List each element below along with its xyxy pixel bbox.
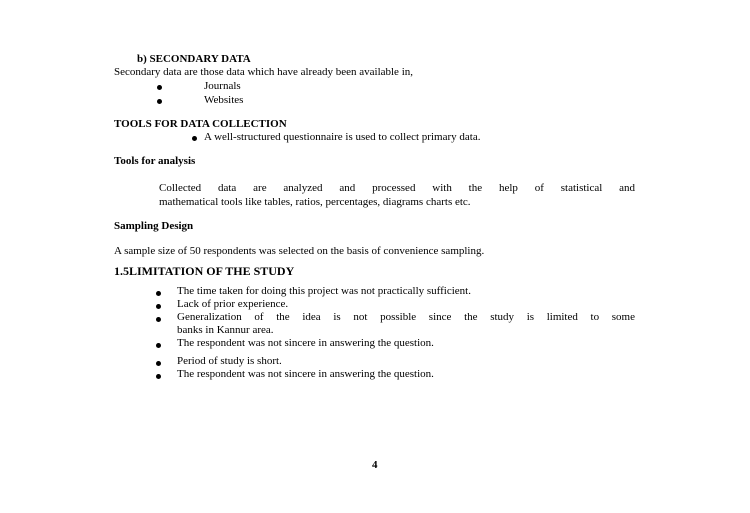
bullet-icon <box>157 99 162 104</box>
secondary-item-journals: Journals <box>204 80 241 92</box>
limitation-item: The respondent was not sincere in answering the question. <box>177 337 434 349</box>
bullet-icon <box>156 317 161 322</box>
bullet-icon <box>156 291 161 296</box>
bullet-icon <box>156 343 161 348</box>
limitation-item-continued: banks in Kannur area. <box>177 324 274 336</box>
tools-analysis-line-2: mathematical tools like tables, ratios, percentages, diagrams charts etc. <box>159 196 471 208</box>
bullet-icon <box>156 361 161 366</box>
secondary-data-heading: b) SECONDARY DATA <box>137 53 251 65</box>
limitation-item: Lack of prior experience. <box>177 298 289 310</box>
bullet-icon <box>192 136 197 141</box>
tools-collection-item: A well-structured questionnaire is used to collect primary data. <box>204 131 481 143</box>
tools-analysis-heading: Tools for analysis <box>114 155 196 167</box>
bullet-icon <box>156 374 161 379</box>
tools-analysis-line-1: Collected data are analyzed and processed with the help of statistical and <box>159 182 635 194</box>
secondary-data-intro: Secondary data are those data which have already been available in, <box>114 66 413 78</box>
tools-collection-heading: TOOLS FOR DATA COLLECTION <box>114 118 287 130</box>
limitation-heading: 1.5LIMITATION OF THE STUDY <box>114 264 295 278</box>
limitation-item: The time taken for doing this project was not practically sufficient. <box>177 285 471 297</box>
secondary-item-websites: Websites <box>204 94 244 106</box>
limitation-item: The respondent was not sincere in answering the question. <box>177 368 434 380</box>
page-number: 4 <box>372 459 378 471</box>
bullet-icon <box>156 304 161 309</box>
bullet-icon <box>157 85 162 90</box>
sampling-design-text: A sample size of 50 respondents was selected on the basis of convenience sampling. <box>114 245 485 257</box>
limitation-item: Generalization of the idea is not possible since the study is limited to some <box>177 311 635 323</box>
limitation-item: Period of study is short. <box>177 355 282 367</box>
sampling-design-heading: Sampling Design <box>114 220 194 232</box>
